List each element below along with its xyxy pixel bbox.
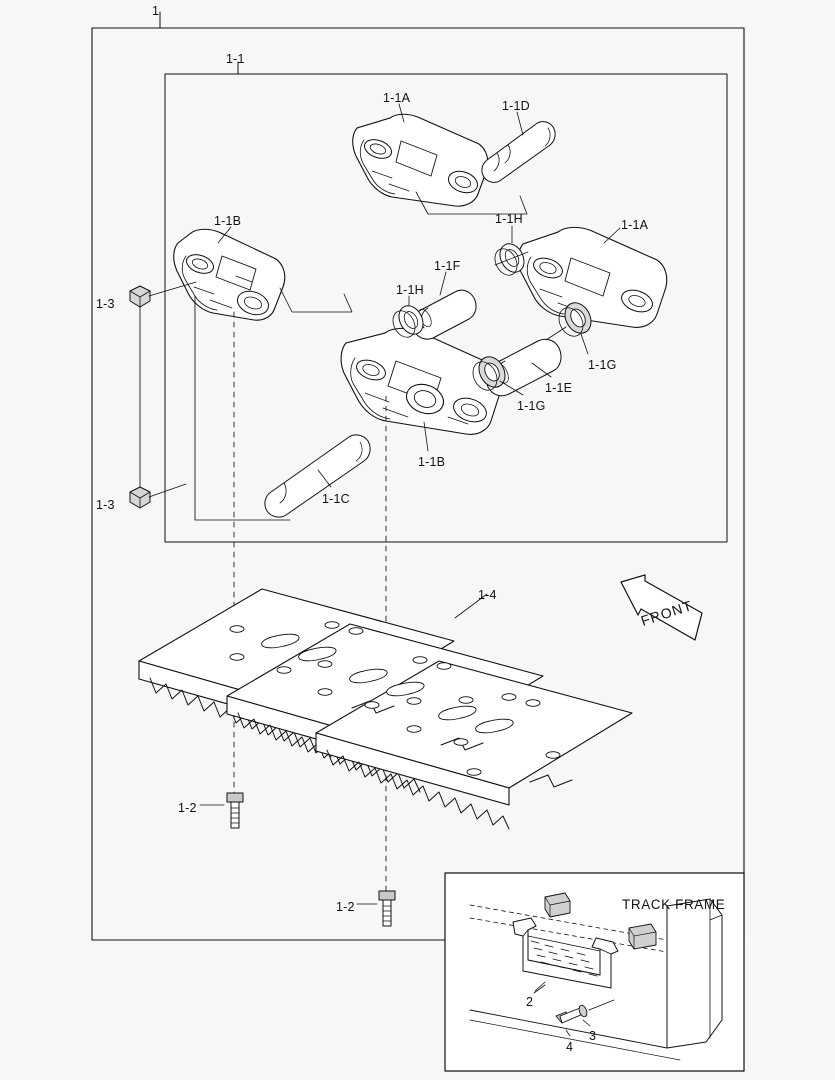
front-arrow-label: FRONT bbox=[638, 597, 695, 629]
callout-1-1B-mid: 1-1B bbox=[418, 455, 446, 469]
callout-1-1F: 1-1F bbox=[434, 259, 461, 273]
callout-1-1H-left: 1-1H bbox=[396, 283, 424, 297]
callout-3: 3 bbox=[589, 1029, 597, 1043]
callout-1-2-right: 1-2 bbox=[336, 900, 355, 914]
callout-1-1D: 1-1D bbox=[502, 99, 530, 113]
callout-1-1G-mid: 1-1G bbox=[517, 399, 546, 413]
callout-1-3-top: 1-3 bbox=[96, 297, 115, 311]
callout-1-1A-right: 1-1A bbox=[621, 218, 649, 232]
callout-1: 1 bbox=[152, 4, 160, 18]
callout-1-1G-right: 1-1G bbox=[588, 358, 617, 372]
callout-1-3-bottom: 1-3 bbox=[96, 498, 115, 512]
callout-1-1A-top: 1-1A bbox=[383, 91, 411, 105]
callout-2: 2 bbox=[526, 995, 534, 1009]
callout-1-1B-left: 1-1B bbox=[214, 214, 242, 228]
callout-4: 4 bbox=[566, 1040, 574, 1054]
callout-1-2-left: 1-2 bbox=[178, 801, 197, 815]
callout-1-4: 1-4 bbox=[478, 588, 497, 602]
track-frame-title: TRACK FRAME bbox=[622, 897, 726, 912]
callout-1-1C: 1-1C bbox=[322, 492, 350, 506]
callout-1-1H-top: 1-1H bbox=[495, 212, 523, 226]
callout-1-1E: 1-1E bbox=[545, 381, 573, 395]
callout-1-1: 1-1 bbox=[226, 52, 245, 66]
